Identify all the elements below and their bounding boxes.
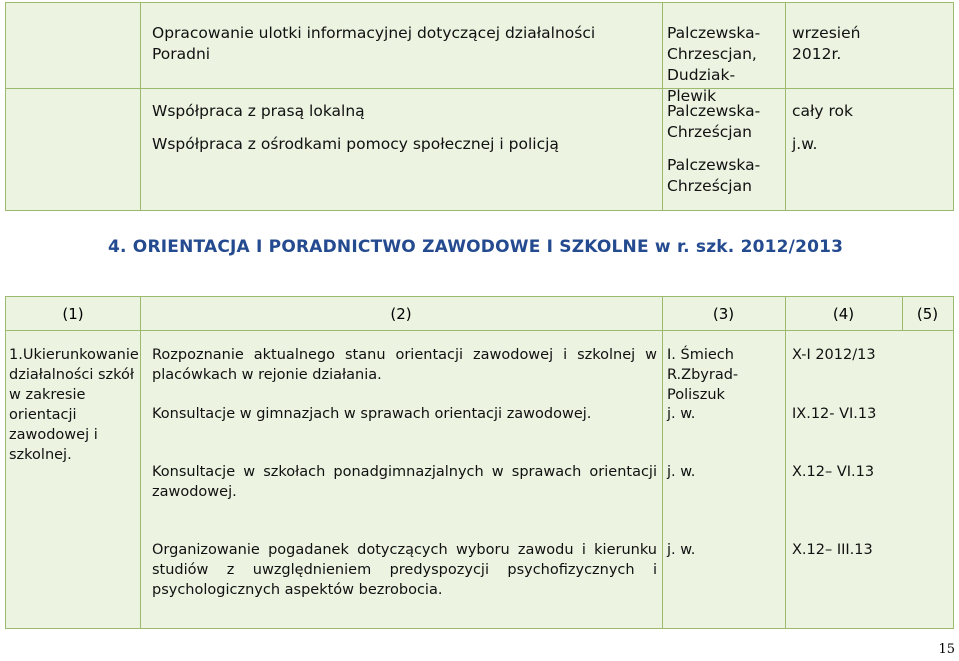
persons-line: Dudziak-Plewik [667,66,736,105]
task-cell: Konsultacje w szkołach ponadgimnazjalnych w sprawach orientacji zawodowej. [152,464,657,500]
persons-cell: j. w. [667,406,696,422]
task-cell [152,101,657,155]
row-divider [6,88,953,89]
column-header: (3) [712,305,735,323]
section-heading: 4. ORIENTACJA I PORADNICTWO ZAWODOWE I SZKOLNE w r. szk. 2012/2013 [108,237,844,257]
column-header: (5) [916,305,939,323]
persons-cell: j. w. [667,464,696,480]
date-line: j.w. [792,135,818,153]
persons-cell [667,23,782,107]
date-line: 2012r. [792,45,842,63]
column-divider [140,330,141,628]
column-divider [662,330,663,628]
column-divider [140,3,141,210]
date-cell: X.12– III.13 [792,542,873,558]
persons-cell: j. w. [667,542,696,558]
task-cell: Opracowanie ulotki informacyjnej dotyczącej działalności Poradni [152,24,596,63]
column-header: (2) [390,305,412,323]
orientation-table [5,296,954,629]
column-divider [785,3,786,210]
date-cell [792,101,942,155]
persons-line: Chrzescjan, [667,45,757,63]
task-line: Współpraca z prasą lokalną [152,102,365,120]
persons-cell [667,101,782,197]
task-cell: Organizowanie pogadanek dotyczących wyboru zawodu i kierunku studiów z uwzględnieniem predyspozycji psychofizycznych i psychologicznych aspektów bezrobocia. [152,542,657,598]
page-number: 15 [938,642,955,657]
column-divider [785,330,786,628]
persons-line: Palczewska- [667,24,761,42]
task-cell: Konsultacje w gimnazjach w sprawach orientacji zawodowej. [152,406,592,422]
column-divider [662,3,663,210]
persons-line: Palczewska- [667,156,761,174]
persons-line: Palczewska- [667,102,761,120]
persons-line: Chrześcjan [667,177,752,195]
date-cell [792,23,942,65]
activities-table-top [5,2,954,211]
task-cell: Rozpoznanie aktualnego stanu orientacji zawodowej i szkolnej w placówkach w rejonie działania. [152,347,657,383]
date-cell: X.12– VI.13 [792,464,875,480]
column-header: (4) [832,305,855,323]
header-divider [6,330,953,331]
date-cell: IX.12- VI.13 [792,406,877,422]
area-cell: 1.Ukierunkowanie działalności szkół w zakresie orientacji zawodowej i szkolnej. [9,347,139,463]
persons-cell: I. Śmiech R.Zbyrad-Poliszuk [667,347,739,403]
column-header: (1) [62,305,84,323]
date-line: cały rok [792,102,854,120]
date-line: wrzesień [792,24,861,42]
task-line: Współpraca z ośrodkami pomocy społecznej i policją [152,135,559,153]
date-cell: X-I 2012/13 [792,347,876,363]
persons-line: Chrześcjan [667,123,752,141]
